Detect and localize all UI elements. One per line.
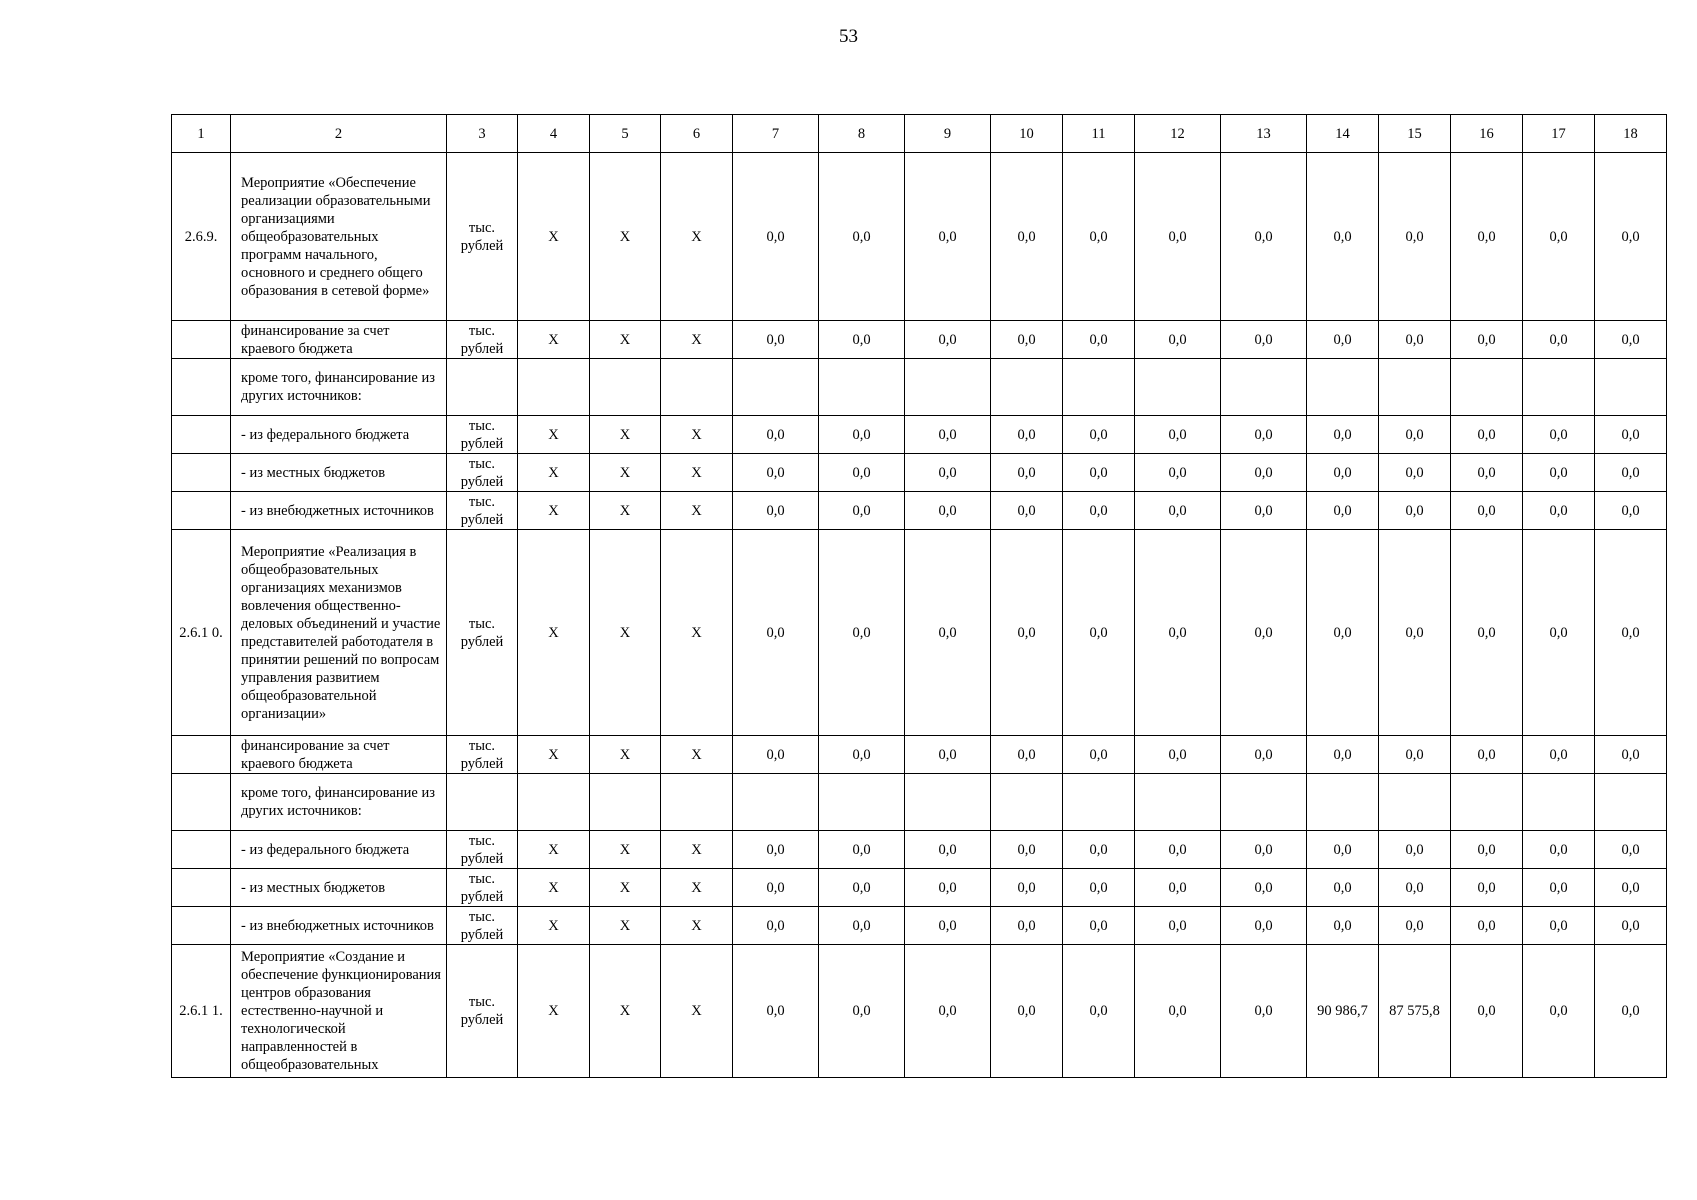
value-cell: 0,0 — [1135, 321, 1221, 359]
value-cell: 0,0 — [1379, 869, 1451, 907]
row-code — [172, 831, 231, 869]
value-cell: 0,0 — [1595, 530, 1667, 736]
value-cell: 0,0 — [1523, 831, 1595, 869]
value-cell: 0,0 — [905, 831, 991, 869]
value-cell: 0,0 — [1451, 869, 1523, 907]
value-cell: 0,0 — [991, 153, 1063, 321]
value-cell: X — [518, 869, 590, 907]
column-number: 17 — [1523, 115, 1595, 153]
value-cell: 0,0 — [1063, 530, 1135, 736]
value-cell: X — [518, 454, 590, 492]
table-row — [172, 907, 1667, 945]
table-row — [172, 321, 1667, 359]
value-cell: 87 575,8 — [1379, 945, 1451, 1078]
row-code — [172, 907, 231, 945]
value-cell — [1135, 359, 1221, 416]
column-number: 9 — [905, 115, 991, 153]
row-name: - из федерального бюджета — [231, 416, 447, 454]
row-code: 2.6.9. — [172, 153, 231, 321]
column-number: 4 — [518, 115, 590, 153]
value-cell: 0,0 — [1135, 736, 1221, 774]
row-name: Мероприятие «Реализация в общеобразовательных организациях механизмов вовлечения общественно-деловых объединений и участие представителей работодателя в принятии решений по вопросам управления развитием общеобразовательной организации» — [231, 530, 447, 736]
value-cell: 0,0 — [1595, 454, 1667, 492]
row-code — [172, 321, 231, 359]
value-cell: 0,0 — [1221, 492, 1307, 530]
unit-cell: тыс. рублей — [447, 831, 518, 869]
value-cell: 0,0 — [1595, 907, 1667, 945]
value-cell: 0,0 — [1221, 416, 1307, 454]
value-cell: 0,0 — [1595, 736, 1667, 774]
value-cell — [590, 774, 661, 831]
unit-cell: тыс. рублей — [447, 736, 518, 774]
value-cell: 0,0 — [733, 831, 819, 869]
value-cell: X — [661, 454, 733, 492]
value-cell: 0,0 — [1595, 321, 1667, 359]
column-number: 7 — [733, 115, 819, 153]
value-cell: 0,0 — [1135, 416, 1221, 454]
value-cell: 0,0 — [1379, 907, 1451, 945]
value-cell: 0,0 — [819, 831, 905, 869]
row-name: Мероприятие «Обеспечение реализации образовательными организациями общеобразовательных программ начального, основного и среднего общего образования в сетевой форме» — [231, 153, 447, 321]
table-row — [172, 831, 1667, 869]
value-cell: X — [661, 492, 733, 530]
budget-table — [171, 114, 1667, 1078]
value-cell: 0,0 — [1451, 416, 1523, 454]
value-cell: X — [518, 530, 590, 736]
value-cell: X — [518, 907, 590, 945]
unit-cell: тыс. рублей — [447, 907, 518, 945]
value-cell: 0,0 — [1595, 945, 1667, 1078]
value-cell: X — [590, 492, 661, 530]
value-cell: 0,0 — [1307, 907, 1379, 945]
value-cell: 0,0 — [905, 321, 991, 359]
table-row — [172, 774, 1667, 831]
value-cell: 0,0 — [1523, 736, 1595, 774]
row-name: - из местных бюджетов — [231, 869, 447, 907]
value-cell — [1063, 359, 1135, 416]
row-code: 2.6.1 1. — [172, 945, 231, 1078]
row-code: 2.6.1 0. — [172, 530, 231, 736]
value-cell: 0,0 — [905, 454, 991, 492]
value-cell: X — [661, 530, 733, 736]
value-cell: 0,0 — [1595, 869, 1667, 907]
value-cell — [1523, 774, 1595, 831]
value-cell: 0,0 — [1221, 454, 1307, 492]
value-cell: 0,0 — [733, 454, 819, 492]
value-cell: 0,0 — [819, 945, 905, 1078]
value-cell — [1221, 359, 1307, 416]
value-cell: 0,0 — [733, 869, 819, 907]
value-cell: 0,0 — [1523, 454, 1595, 492]
column-number: 16 — [1451, 115, 1523, 153]
column-number: 5 — [590, 115, 661, 153]
value-cell: X — [518, 492, 590, 530]
value-cell: X — [590, 945, 661, 1078]
row-name: - из внебюджетных источников — [231, 907, 447, 945]
value-cell: X — [590, 454, 661, 492]
value-cell — [819, 359, 905, 416]
row-name: - из федерального бюджета — [231, 831, 447, 869]
column-number: 3 — [447, 115, 518, 153]
value-cell: 0,0 — [819, 530, 905, 736]
value-cell: 0,0 — [905, 869, 991, 907]
value-cell — [1451, 359, 1523, 416]
value-cell: 0,0 — [905, 416, 991, 454]
value-cell: 0,0 — [733, 492, 819, 530]
value-cell — [1135, 774, 1221, 831]
value-cell: 0,0 — [991, 492, 1063, 530]
value-cell: 0,0 — [1307, 869, 1379, 907]
value-cell — [1307, 774, 1379, 831]
value-cell — [1063, 774, 1135, 831]
value-cell: 0,0 — [819, 869, 905, 907]
column-number: 13 — [1221, 115, 1307, 153]
value-cell: 0,0 — [1307, 454, 1379, 492]
value-cell: 0,0 — [991, 907, 1063, 945]
column-number-header — [172, 115, 1667, 153]
value-cell — [1379, 774, 1451, 831]
row-name: финансирование за счет краевого бюджета — [231, 321, 447, 359]
value-cell: 0,0 — [1221, 869, 1307, 907]
row-code — [172, 736, 231, 774]
value-cell: 0,0 — [905, 736, 991, 774]
value-cell — [1379, 359, 1451, 416]
value-cell: 90 986,7 — [1307, 945, 1379, 1078]
value-cell: X — [590, 153, 661, 321]
row-name: финансирование за счет краевого бюджета — [231, 736, 447, 774]
value-cell: 0,0 — [819, 907, 905, 945]
value-cell: 0,0 — [1135, 153, 1221, 321]
table-row — [172, 945, 1667, 1078]
value-cell: 0,0 — [1595, 416, 1667, 454]
value-cell — [1595, 774, 1667, 831]
value-cell: 0,0 — [1379, 530, 1451, 736]
value-cell: X — [518, 416, 590, 454]
value-cell: X — [661, 153, 733, 321]
value-cell: 0,0 — [819, 492, 905, 530]
value-cell: 0,0 — [819, 454, 905, 492]
table-row — [172, 530, 1667, 736]
value-cell: 0,0 — [733, 416, 819, 454]
value-cell: 0,0 — [1523, 945, 1595, 1078]
unit-cell: тыс. рублей — [447, 321, 518, 359]
unit-cell: тыс. рублей — [447, 454, 518, 492]
value-cell — [661, 359, 733, 416]
row-name: Мероприятие «Создание и обеспечение функционирования центров образования естественно-научной и технологической направленностей в общеобразовательных — [231, 945, 447, 1078]
value-cell: X — [661, 416, 733, 454]
value-cell: 0,0 — [819, 321, 905, 359]
value-cell: 0,0 — [1523, 153, 1595, 321]
value-cell: 0,0 — [1523, 869, 1595, 907]
value-cell: X — [518, 736, 590, 774]
row-name: - из местных бюджетов — [231, 454, 447, 492]
value-cell: 0,0 — [1063, 321, 1135, 359]
value-cell: 0,0 — [733, 945, 819, 1078]
value-cell — [733, 359, 819, 416]
value-cell: 0,0 — [1063, 907, 1135, 945]
value-cell: 0,0 — [733, 530, 819, 736]
value-cell: 0,0 — [1063, 736, 1135, 774]
value-cell: 0,0 — [1135, 530, 1221, 736]
value-cell: 0,0 — [1523, 321, 1595, 359]
value-cell: 0,0 — [1451, 454, 1523, 492]
table-row — [172, 492, 1667, 530]
value-cell: 0,0 — [1523, 492, 1595, 530]
value-cell: 0,0 — [1379, 454, 1451, 492]
value-cell: X — [518, 945, 590, 1078]
unit-cell: тыс. рублей — [447, 153, 518, 321]
value-cell: 0,0 — [1523, 416, 1595, 454]
column-number: 15 — [1379, 115, 1451, 153]
column-number: 2 — [231, 115, 447, 153]
value-cell — [819, 774, 905, 831]
page-number: 53 — [839, 26, 858, 47]
value-cell: 0,0 — [1451, 945, 1523, 1078]
value-cell: X — [590, 831, 661, 869]
value-cell: 0,0 — [991, 530, 1063, 736]
value-cell: X — [590, 530, 661, 736]
value-cell: 0,0 — [991, 736, 1063, 774]
value-cell: 0,0 — [1451, 530, 1523, 736]
column-number: 14 — [1307, 115, 1379, 153]
value-cell: 0,0 — [733, 153, 819, 321]
unit-cell: тыс. рублей — [447, 945, 518, 1078]
value-cell: 0,0 — [991, 869, 1063, 907]
value-cell — [661, 774, 733, 831]
value-cell: 0,0 — [1221, 153, 1307, 321]
value-cell: 0,0 — [1451, 907, 1523, 945]
unit-cell — [447, 774, 518, 831]
value-cell — [518, 774, 590, 831]
column-number: 18 — [1595, 115, 1667, 153]
value-cell: 0,0 — [1063, 869, 1135, 907]
value-cell: 0,0 — [1451, 831, 1523, 869]
value-cell: X — [518, 321, 590, 359]
unit-cell: тыс. рублей — [447, 530, 518, 736]
value-cell: X — [590, 416, 661, 454]
value-cell: 0,0 — [905, 153, 991, 321]
value-cell: X — [518, 153, 590, 321]
row-code — [172, 774, 231, 831]
value-cell — [991, 359, 1063, 416]
value-cell — [518, 359, 590, 416]
table-row — [172, 736, 1667, 774]
value-cell: 0,0 — [1595, 492, 1667, 530]
value-cell: 0,0 — [1379, 831, 1451, 869]
column-number: 6 — [661, 115, 733, 153]
row-code — [172, 416, 231, 454]
value-cell: 0,0 — [991, 454, 1063, 492]
value-cell: 0,0 — [1379, 736, 1451, 774]
value-cell: X — [590, 869, 661, 907]
table-row — [172, 153, 1667, 321]
value-cell: 0,0 — [1379, 416, 1451, 454]
row-name: кроме того, финансирование из других источников: — [231, 359, 447, 416]
value-cell: X — [661, 945, 733, 1078]
value-cell — [733, 774, 819, 831]
value-cell: X — [590, 736, 661, 774]
value-cell: 0,0 — [1063, 416, 1135, 454]
row-code — [172, 492, 231, 530]
value-cell: 0,0 — [733, 907, 819, 945]
column-number: 8 — [819, 115, 905, 153]
value-cell: X — [661, 831, 733, 869]
column-number: 1 — [172, 115, 231, 153]
value-cell: 0,0 — [1221, 945, 1307, 1078]
value-cell: 0,0 — [1221, 530, 1307, 736]
value-cell: 0,0 — [1063, 492, 1135, 530]
value-cell: 0,0 — [1221, 736, 1307, 774]
value-cell: 0,0 — [1307, 831, 1379, 869]
value-cell: 0,0 — [1063, 945, 1135, 1078]
value-cell: 0,0 — [905, 945, 991, 1078]
table-row — [172, 454, 1667, 492]
value-cell: 0,0 — [991, 831, 1063, 869]
value-cell: 0,0 — [1135, 945, 1221, 1078]
unit-cell: тыс. рублей — [447, 492, 518, 530]
value-cell: 0,0 — [819, 416, 905, 454]
value-cell — [1451, 774, 1523, 831]
value-cell: X — [590, 907, 661, 945]
value-cell: 0,0 — [1307, 153, 1379, 321]
value-cell: 0,0 — [1595, 831, 1667, 869]
value-cell: 0,0 — [1063, 831, 1135, 869]
value-cell: X — [661, 736, 733, 774]
value-cell: 0,0 — [1595, 153, 1667, 321]
value-cell: 0,0 — [1451, 153, 1523, 321]
column-number: 12 — [1135, 115, 1221, 153]
row-name: кроме того, финансирование из других источников: — [231, 774, 447, 831]
value-cell: 0,0 — [733, 736, 819, 774]
value-cell: 0,0 — [1451, 736, 1523, 774]
value-cell — [1221, 774, 1307, 831]
table-row — [172, 359, 1667, 416]
row-code — [172, 454, 231, 492]
value-cell: 0,0 — [1379, 492, 1451, 530]
value-cell: 0,0 — [1221, 321, 1307, 359]
value-cell: X — [590, 321, 661, 359]
value-cell: 0,0 — [905, 492, 991, 530]
value-cell: 0,0 — [1523, 907, 1595, 945]
value-cell — [590, 359, 661, 416]
value-cell: X — [661, 869, 733, 907]
value-cell: 0,0 — [733, 321, 819, 359]
value-cell: 0,0 — [819, 153, 905, 321]
value-cell: 0,0 — [1135, 907, 1221, 945]
value-cell — [905, 774, 991, 831]
value-cell: 0,0 — [991, 945, 1063, 1078]
value-cell: X — [661, 321, 733, 359]
value-cell: 0,0 — [1063, 153, 1135, 321]
value-cell — [1523, 359, 1595, 416]
unit-cell: тыс. рублей — [447, 869, 518, 907]
table-row — [172, 869, 1667, 907]
value-cell: 0,0 — [1523, 530, 1595, 736]
value-cell: 0,0 — [1451, 492, 1523, 530]
value-cell: 0,0 — [991, 416, 1063, 454]
value-cell: 0,0 — [1221, 831, 1307, 869]
value-cell: 0,0 — [1135, 454, 1221, 492]
value-cell: 0,0 — [1135, 831, 1221, 869]
value-cell: 0,0 — [1307, 736, 1379, 774]
value-cell: 0,0 — [905, 530, 991, 736]
value-cell: 0,0 — [1379, 321, 1451, 359]
value-cell: 0,0 — [819, 736, 905, 774]
value-cell: 0,0 — [1135, 869, 1221, 907]
value-cell: X — [661, 907, 733, 945]
value-cell — [905, 359, 991, 416]
row-code — [172, 359, 231, 416]
value-cell: 0,0 — [991, 321, 1063, 359]
unit-cell: тыс. рублей — [447, 416, 518, 454]
row-code — [172, 869, 231, 907]
value-cell: 0,0 — [1135, 492, 1221, 530]
value-cell — [1595, 359, 1667, 416]
table-row — [172, 416, 1667, 454]
value-cell — [991, 774, 1063, 831]
value-cell: 0,0 — [1451, 321, 1523, 359]
value-cell: 0,0 — [1221, 907, 1307, 945]
value-cell: 0,0 — [1307, 321, 1379, 359]
value-cell: X — [518, 831, 590, 869]
row-name: - из внебюджетных источников — [231, 492, 447, 530]
column-number: 10 — [991, 115, 1063, 153]
column-number: 11 — [1063, 115, 1135, 153]
unit-cell — [447, 359, 518, 416]
value-cell: 0,0 — [1307, 492, 1379, 530]
value-cell: 0,0 — [1379, 153, 1451, 321]
value-cell — [1307, 359, 1379, 416]
value-cell: 0,0 — [1063, 454, 1135, 492]
value-cell: 0,0 — [1307, 416, 1379, 454]
value-cell: 0,0 — [905, 907, 991, 945]
value-cell: 0,0 — [1307, 530, 1379, 736]
